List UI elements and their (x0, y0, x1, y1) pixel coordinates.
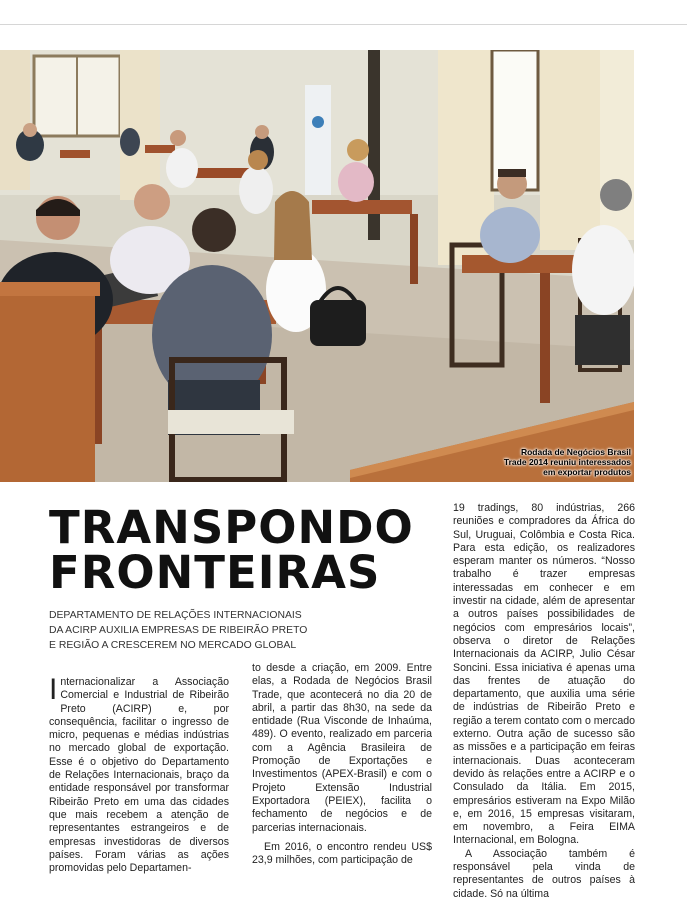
article-paragraph (49, 673, 229, 875)
deck-line: DEPARTAMENTO DE RELAÇÕES INTERNACIONAIS (49, 610, 302, 621)
top-rule (0, 24, 687, 25)
article-paragraph: Em 2016, o encontro rendeu US$ 23,9 milhões, com participação de (252, 840, 432, 867)
headline-line-1: TRANSPONDO (49, 501, 414, 554)
article-column-1 (49, 673, 229, 875)
article-paragraph: to desde a criação, em 2009. Entre elas, a Rodada de Negócios Brasil Trade, que acontecerá no dia 20 de abril, a partir das 8h30, na sede da entidade (Rua Visconde de Inhaúma, 489). O evento, realizado em parceria com a Agência Brasileira de Promoção de Exportações e Investimentos (APEX-Brasil) e com o Projeto Extensão Industrial Exportadora (PEIEX), facilita o fechamento de negócios e de parcerias internacionais. (252, 662, 432, 834)
headline-line-2: FRONTEIRAS (49, 546, 381, 599)
article-photo (0, 50, 634, 482)
deck-line: E REGIÃO A CRESCEREM NO MERCADO GLOBAL (49, 640, 297, 651)
caption-line: em exportar produtos (543, 467, 631, 477)
article-paragraph: A Associação também é responsável pela vinda de representantes de outros países à cidade. Só na última (453, 847, 635, 900)
deck-line: DA ACIRP AUXILIA EMPRESAS DE RIBEIRÃO PRETO (49, 625, 308, 636)
deck (49, 608, 329, 653)
article-paragraph: 19 tradings, 80 indústrias, 266 reuniões e compradores da África do Sul, Uruguai, Colômbia e Costa Rica. Para esta edição, os realizadores esperam manter os números. “Nosso trabalho é trazer empresas interessadas em conhecer e em investir na cidade, além de apresentar a outros países possibilidades de negócios com empresários locais”, observa o diretor de Relações Internacionais da ACIRP, Julio César Soncini. Essa iniciativa é apenas uma das frentes de atuação do departamento, que auxilia uma série de indústrias de Ribeirão Preto e região a terem contato com o mercado externo. Outra ação de sucesso são as missões e a participação em feiras internacionais. Duas aconteceram devido às relações entre a ACIRP e o Consulado da Itália. Em 2015, empresários estiveram na Expo Milão e, em 2016, 15 empresas visitaram, em novembro, a Feira EIMA Internacional, em Bologna. (453, 502, 635, 847)
headline (49, 501, 429, 599)
photo-caption (471, 447, 631, 477)
article-column-3 (453, 502, 635, 901)
article-column-2 (252, 662, 432, 867)
caption-line: Trade 2014 reuniu interessados (503, 457, 631, 467)
drop-cap: I (49, 673, 58, 706)
paragraph-text: nternacionalizar a Associação Comercial e Industrial de Ribeirão Preto (ACIRP) e, por consequência, facilitar o ingresso de micro, pequenas e médias indústrias no mercado global de exportação. Esse é o objetivo do Departamento de Relações Internacionais, braço da entidade responsável por transformar Ribeirão Preto em uma das cidades que mais recebem a atenção de representantes estrangeiros e de empresas investidoras de diversos países. Foram várias as ações promovidas pelo Departamen- (49, 676, 229, 875)
caption-line: Rodada de Negócios Brasil (520, 447, 631, 457)
